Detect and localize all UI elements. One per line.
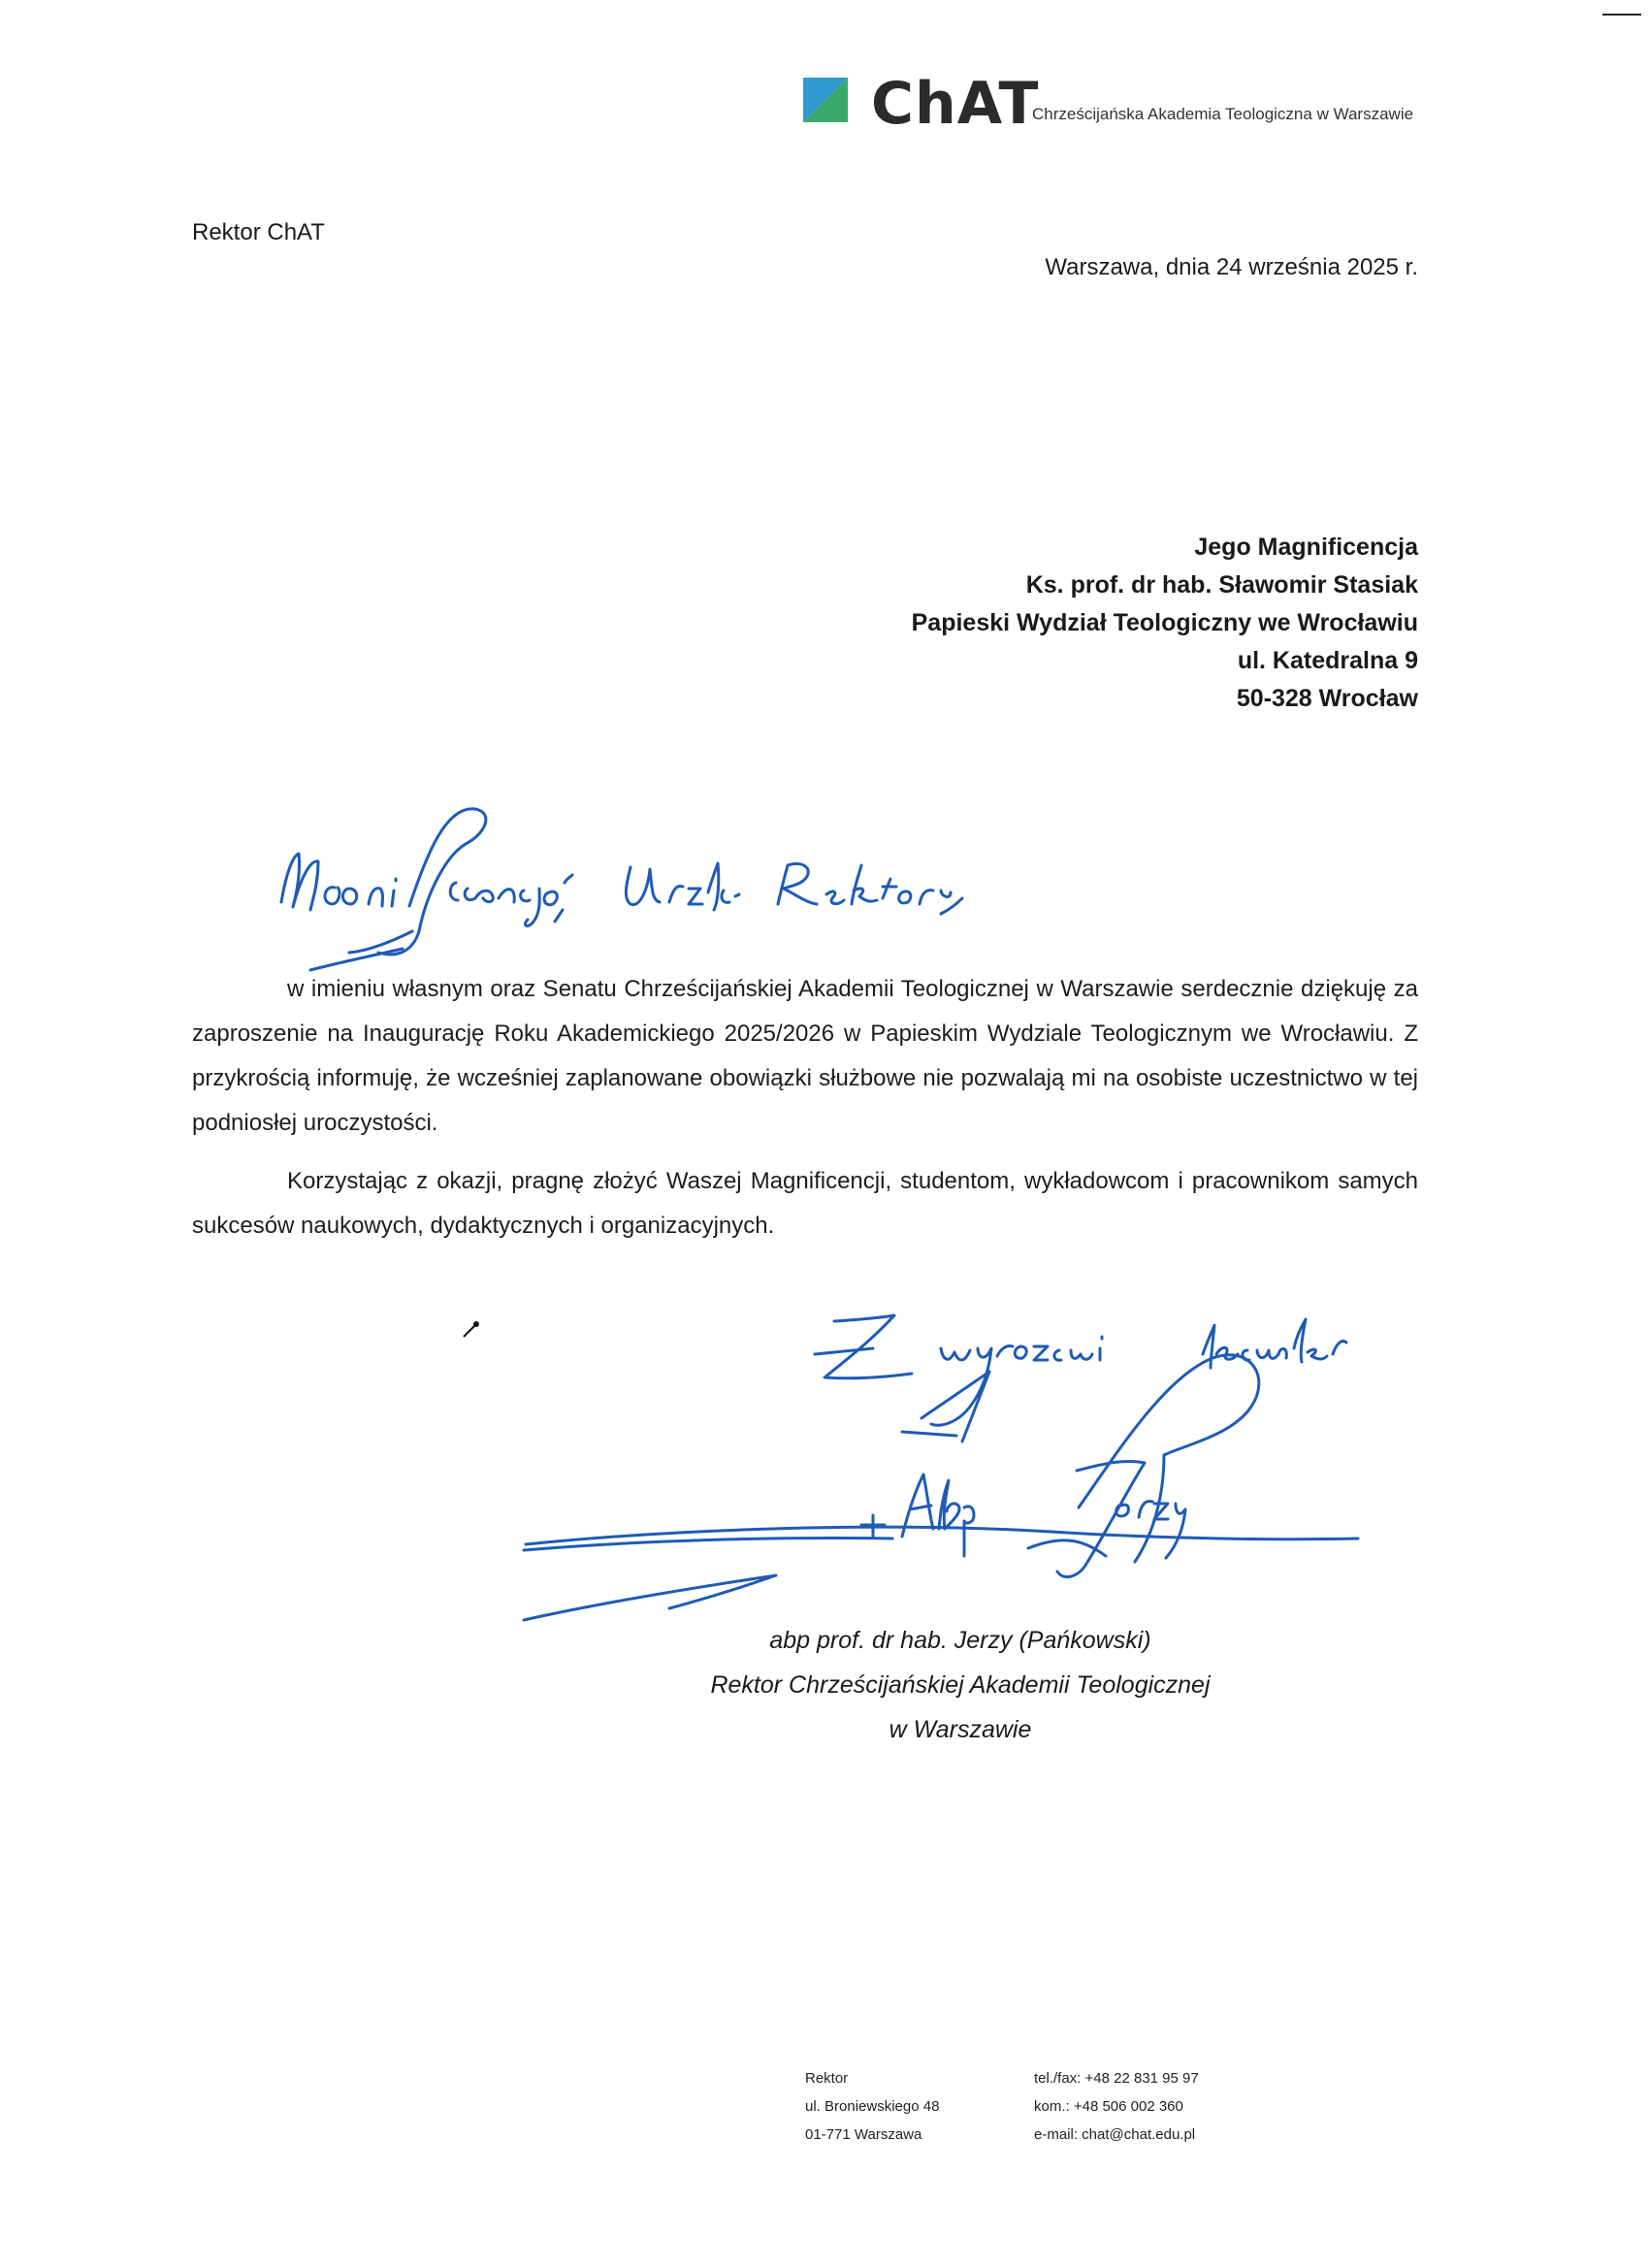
footer-line: ul. Broniewskiego 48: [805, 2098, 940, 2115]
recipient-line: Ks. prof. dr hab. Sławomir Stasiak: [1025, 571, 1418, 599]
logo-wordmark: ChAT: [871, 70, 1040, 138]
letterhead-logo: [803, 70, 1463, 138]
signatory-block: [601, 1618, 1319, 1752]
signatory-name: abp prof. dr hab. Jerzy (Pańkowski): [769, 1627, 1151, 1654]
footer-address: [805, 2064, 939, 2149]
sender-line: Rektor ChAT: [192, 219, 325, 245]
footer-phone: tel./fax: +48 22 831 95 97: [1034, 2070, 1199, 2087]
signatory-location: w Warszawie: [889, 1716, 1032, 1743]
recipient-line: ul. Katedralna 9: [1237, 647, 1418, 674]
footer-line: Rektor: [805, 2070, 849, 2087]
chat-logo-icon: [803, 78, 848, 122]
body-paragraph: Korzystając z okazji, pragnę złożyć Waszej Magnificencji, studentom, wykładowcom i pracownikom samych sukcesów naukowych, dydaktycznych i organizacyjnych.: [192, 1168, 1418, 1239]
ink-mark: [462, 1319, 481, 1339]
place-date: Warszawa, dnia 24 września 2025 r.: [1045, 254, 1418, 280]
logo-tagline: Chrześcijańska Akademia Teologiczna w Warszawie: [1032, 105, 1414, 123]
recipient-line: Papieski Wydział Teologiczny we Wrocławiu: [911, 609, 1418, 636]
footer-mobile: kom.: +48 506 002 360: [1034, 2098, 1183, 2115]
scan-corner-mark: [1602, 14, 1641, 16]
handwritten-salutation: [204, 795, 1038, 970]
body-paragraph: w imieniu własnym oraz Senatu Chrześcijańskiej Akademii Teologicznej w Warszawie serdecznie dziękuję za zaproszenie na Inaugurację Roku Akademickiego 2025/2026 w Papieskim Wydziale Teologicznym we Wrocławiu. Z przykrością informuję, że wcześniej zaplanowane obowiązki służbowe nie pozwalają mi na osobiste uczestnictwo w tej podniosłej uroczystości.: [192, 976, 1418, 1136]
footer-contact: [1034, 2064, 1199, 2149]
recipient-line: 50-328 Wrocław: [1236, 685, 1418, 712]
footer-email[interactable]: e-mail: chat@chat.edu.pl: [1034, 2126, 1196, 2143]
recipient-line: Jego Magnificencja: [1194, 534, 1418, 561]
recipient-address: [912, 529, 1418, 718]
signatory-title: Rektor Chrześcijańskiej Akademii Teologicznej: [710, 1671, 1211, 1699]
footer-line: 01-771 Warszawa: [805, 2126, 922, 2143]
handwritten-closing-signature: [485, 1300, 1455, 1630]
letter-body: [192, 967, 1418, 1248]
